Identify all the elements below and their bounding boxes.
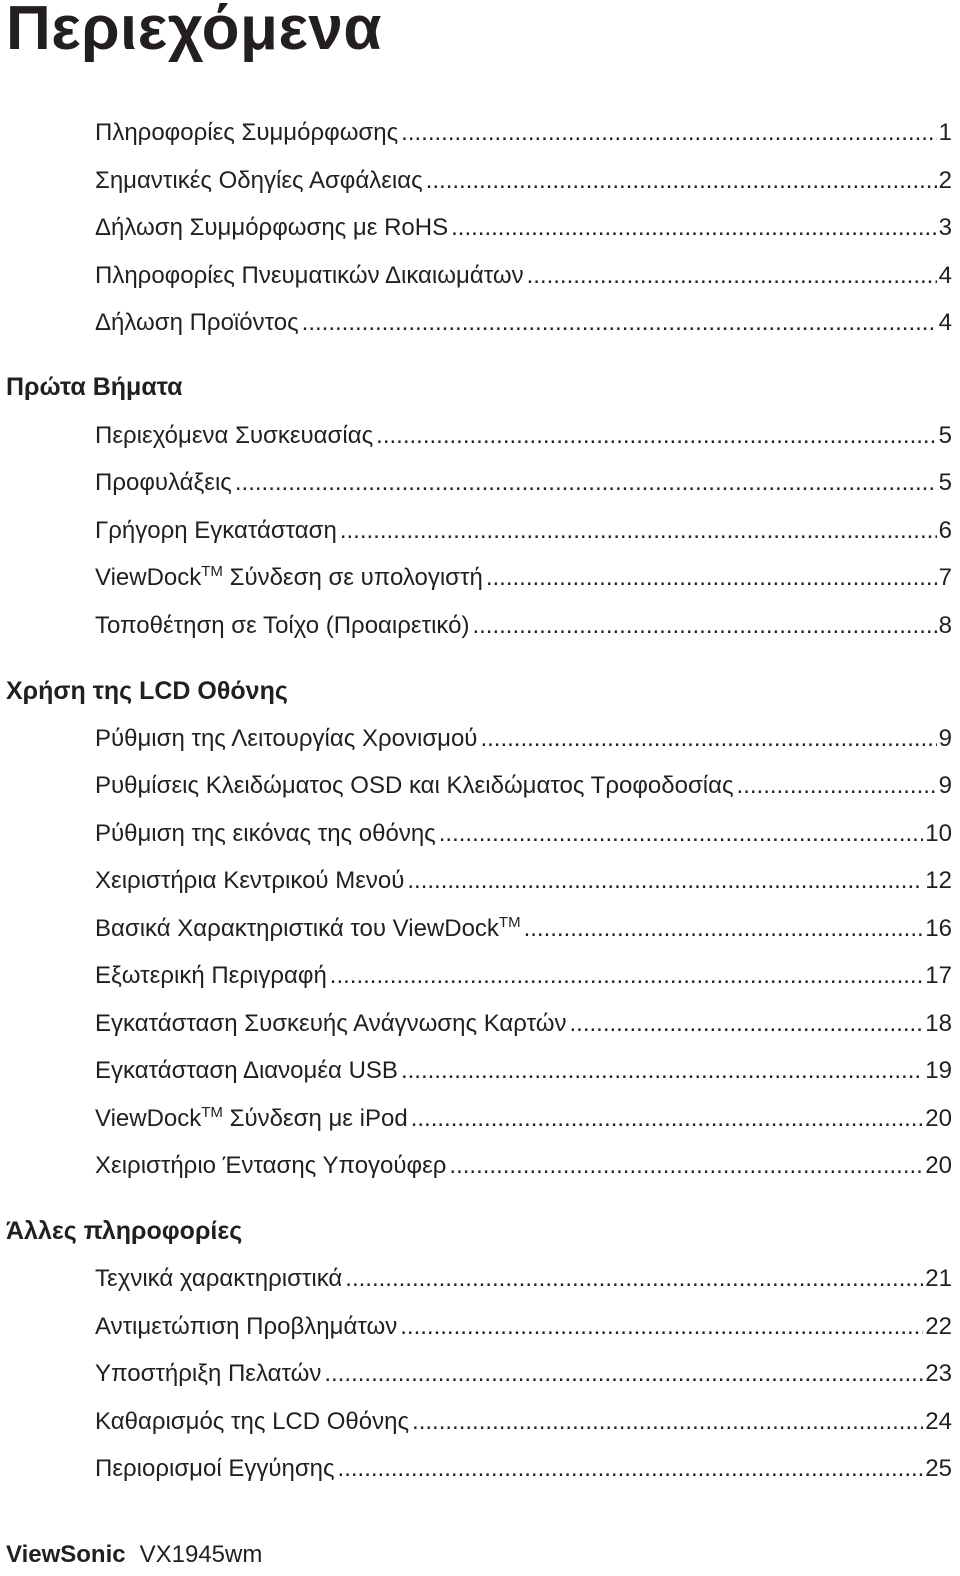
dot-leader (439, 819, 924, 849)
toc-entry-title-main: ViewDock (95, 564, 202, 591)
toc-entry-title-rest: Σύνδεση με iPod (222, 1105, 408, 1132)
dot-leader (449, 1151, 923, 1181)
toc-entry-title (95, 1104, 408, 1134)
toc-page-number: 9 (938, 725, 952, 752)
trademark-superscript: TM (201, 563, 223, 580)
dot-leader (345, 1264, 923, 1294)
toc-entry-title: Εγκατάσταση Συσκευής Ανάγνωσης Καρτών (95, 1010, 567, 1037)
footer-model: VX1945wm (139, 1541, 263, 1568)
toc-page-number: 16 (925, 915, 952, 942)
dot-leader (480, 724, 936, 754)
toc-page-number: 9 (938, 772, 952, 799)
toc-page-number: 8 (938, 612, 952, 639)
toc-entry-title: Χειριστήριο Έντασης Υπογούφερ (95, 1152, 447, 1179)
dot-leader (401, 118, 936, 148)
toc-entry-title: Τοποθέτηση σε Τοίχο (Προαιρετικό) (95, 612, 470, 639)
dot-leader (737, 771, 937, 801)
toc-entry-title: Περιεχόμενα Συσκευασίας (95, 422, 374, 449)
toc-entry-title: Προφυλάξεις (95, 469, 232, 496)
toc-entry-subwoofer-volume[interactable] (95, 1151, 952, 1181)
toc-entry-viewdock-ipod[interactable] (95, 1104, 952, 1134)
toc-page-number: 3 (938, 214, 952, 241)
toc-entry-title: Δήλωση Συμμόρφωσης με RoHS (95, 214, 449, 241)
toc-entry-title: Τεχνικά χαρακτηριστικά (95, 1265, 343, 1292)
toc-entry-troubleshooting[interactable] (95, 1312, 952, 1342)
dot-leader (524, 914, 924, 944)
dot-leader (486, 563, 937, 593)
dot-leader (407, 866, 923, 896)
toc-entry-title: Υποστήριξη Πελατών (95, 1360, 322, 1387)
toc-page-number: 22 (925, 1313, 952, 1340)
toc-entry-customer-support[interactable] (95, 1359, 952, 1389)
toc-entry-title-main: ViewDock (95, 1105, 202, 1132)
toc-page-number: 2 (938, 167, 952, 194)
toc-page-number: 10 (925, 820, 952, 847)
dot-leader (472, 611, 936, 641)
toc-entry-title-main: Βασικά Χαρακτηριστικά του ViewDock (95, 915, 499, 942)
toc-page-number: 20 (925, 1152, 952, 1179)
toc-page-number: 21 (925, 1265, 952, 1292)
toc-entry-title: Γρήγορη Εγκατάσταση (95, 517, 337, 544)
toc-entry-title: Αντιμετώπιση Προβλημάτων (95, 1313, 398, 1340)
toc-entry-osd-power-lock[interactable] (95, 771, 952, 801)
toc-page-number: 17 (925, 962, 952, 989)
dot-leader (451, 213, 937, 243)
toc-entry-rohs[interactable] (95, 213, 952, 243)
section-heading-other-info: Άλλες πληροφορίες (6, 1217, 243, 1245)
toc-entry-external-description[interactable] (95, 961, 952, 991)
toc-entry-title: Εγκατάσταση Διανομέα USB (95, 1057, 398, 1084)
toc-page-number: 7 (938, 564, 952, 591)
dot-leader (527, 261, 937, 291)
dot-leader (235, 468, 937, 498)
toc-entry-title: Πληροφορίες Συμμόρφωσης (95, 119, 399, 146)
toc-page-number: 25 (925, 1455, 952, 1482)
toc-entry-precautions[interactable] (95, 468, 952, 498)
toc-page-number: 24 (925, 1408, 952, 1435)
dot-leader (426, 166, 937, 196)
toc-entry-title: Ρύθμιση της Λειτουργίας Χρονισμού (95, 725, 478, 752)
toc-entry-timing-mode[interactable] (95, 724, 952, 754)
toc-page-number: 5 (938, 469, 952, 496)
toc-page-number: 19 (925, 1057, 952, 1084)
toc-entry-title: Εξωτερική Περιγραφή (95, 962, 327, 989)
toc-page-number: 23 (925, 1360, 952, 1387)
toc-entry-title: Χειριστήρια Κεντρικού Μενού (95, 867, 405, 894)
toc-entry-card-reader[interactable] (95, 1009, 952, 1039)
section-heading-getting-started: Πρώτα Βήματα (6, 373, 183, 401)
toc-page-number: 4 (938, 309, 952, 336)
toc-page-number: 1 (938, 119, 952, 146)
toc-page-number: 18 (925, 1010, 952, 1037)
trademark-superscript: TM (201, 1104, 223, 1121)
toc-page-number: 5 (938, 422, 952, 449)
toc-entry-copyright[interactable] (95, 261, 952, 291)
toc-page-number: 12 (925, 867, 952, 894)
toc-entry-product-registration[interactable] (95, 308, 952, 338)
toc-entry-title-rest: Σύνδεση σε υπολογιστή (222, 564, 483, 591)
dot-leader (302, 308, 937, 338)
toc-entry-screen-image[interactable] (95, 819, 952, 849)
toc-entry-viewdock-features[interactable] (95, 914, 952, 944)
footer-brand: ViewSonic (6, 1541, 126, 1568)
toc-entry-title: Καθαρισμός της LCD Οθόνης (95, 1408, 410, 1435)
toc-entry-quick-installation[interactable] (95, 516, 952, 546)
dot-leader (324, 1359, 923, 1389)
dot-leader (401, 1056, 923, 1086)
toc-entry-title: Ρύθμιση της εικόνας της οθόνης (95, 820, 436, 847)
toc-entry-title: Ρυθμίσεις Κλειδώματος OSD και Κλειδώματος Τροφοδοσίας (95, 772, 734, 799)
dot-leader (340, 516, 937, 546)
toc-entry-title (95, 914, 521, 944)
toc-entry-wall-mounting[interactable] (95, 611, 952, 641)
toc-entry-title: Δήλωση Προϊόντος (95, 309, 299, 336)
toc-entry-package-contents[interactable] (95, 421, 952, 451)
page-footer (6, 1538, 262, 1572)
toc-entry-warranty[interactable] (95, 1454, 952, 1484)
dot-leader (376, 421, 936, 451)
dot-leader (569, 1009, 923, 1039)
toc-entry-specifications[interactable] (95, 1264, 952, 1294)
toc-page-number: 6 (938, 517, 952, 544)
toc-entry-title (95, 563, 483, 593)
toc-entry-viewdock-computer[interactable] (95, 563, 952, 593)
toc-entry-cleaning-lcd[interactable] (95, 1407, 952, 1437)
toc-page-number: 4 (938, 262, 952, 289)
toc-entry-title: Πληροφορίες Πνευματικών Δικαιωμάτων (95, 262, 524, 289)
toc-entry-safety-instructions[interactable] (95, 166, 952, 196)
trademark-superscript: TM (498, 914, 521, 931)
toc-entry-title: Σημαντικές Οδηγίες Ασφάλειας (95, 167, 423, 194)
section-heading-using-lcd: Χρήση της LCD Οθόνης (6, 677, 288, 705)
dot-leader (338, 1454, 924, 1484)
dot-leader (412, 1407, 923, 1437)
dot-leader (411, 1104, 924, 1134)
toc-page-number: 20 (925, 1105, 952, 1132)
toc-entry-usb-hub[interactable] (95, 1056, 952, 1086)
dot-leader (400, 1312, 923, 1342)
page-title: Περιεχόμενα (6, 0, 382, 63)
toc-entry-title: Περιορισμοί Εγγύησης (95, 1455, 335, 1482)
toc-entry-compliance-info[interactable] (95, 118, 952, 148)
dot-leader (330, 961, 924, 991)
toc-entry-main-menu-controls[interactable] (95, 866, 952, 896)
